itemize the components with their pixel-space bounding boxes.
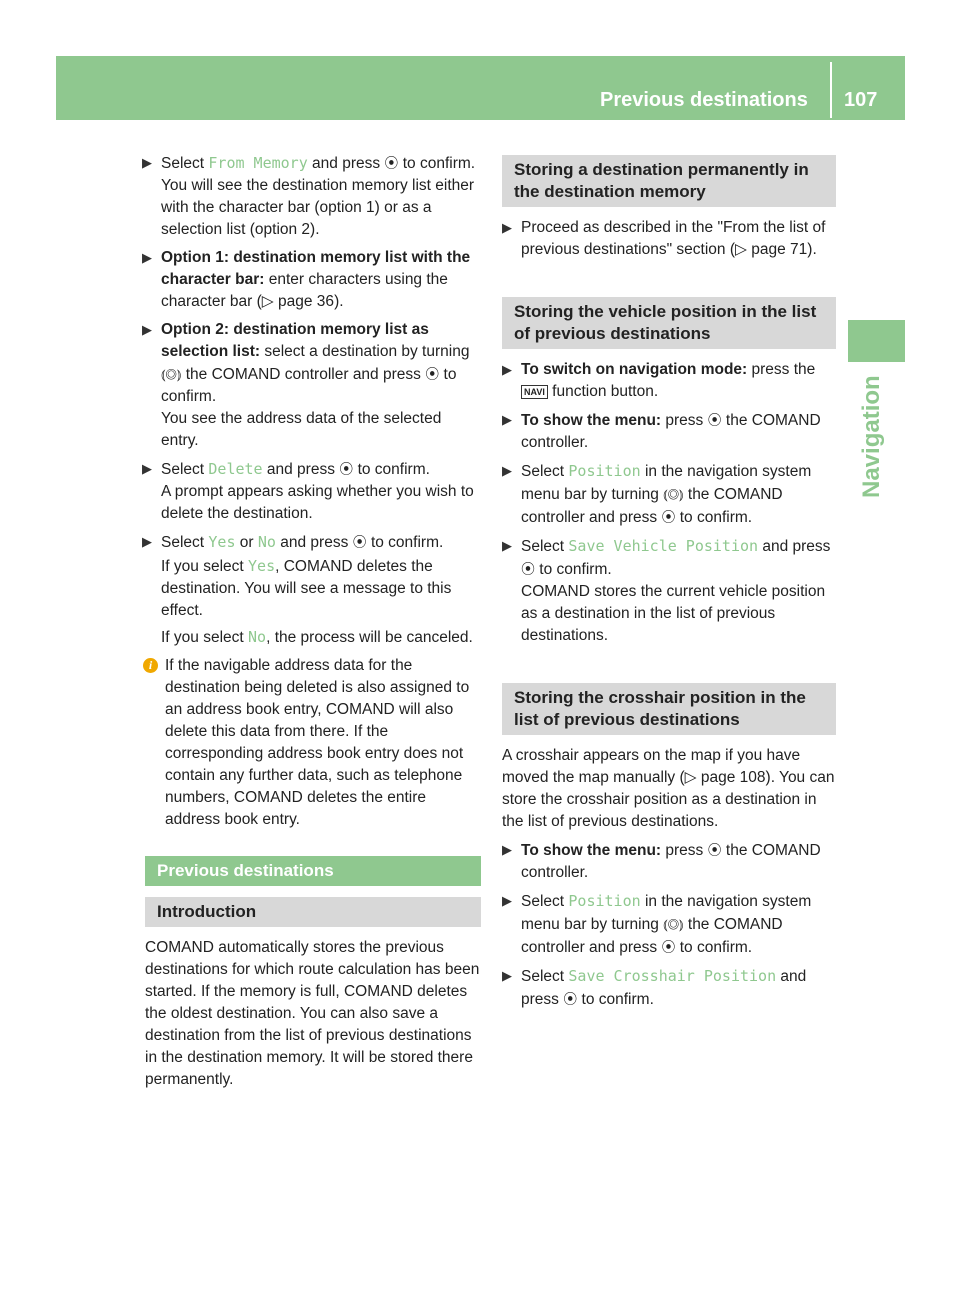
page-reference: ▷ page 36 bbox=[261, 293, 335, 310]
step-select-yes-no: ▶ Select Yes or No and press ⦿ to confirm. If you select Yes, COMAND deletes the destination. You will see a message to this effect. If you select No, the process will be canceled. bbox=[142, 531, 481, 649]
menu-item-yes: Yes bbox=[208, 533, 236, 551]
left-column bbox=[142, 152, 481, 1097]
controller-press-icon: ⦿ bbox=[384, 155, 399, 171]
subheading: Introduction bbox=[145, 897, 481, 927]
arrow-icon: ▶ bbox=[502, 362, 512, 377]
menu-item-from-memory: From Memory bbox=[208, 154, 308, 172]
step-show-menu: ▶ To show the menu: press ⦿ the COMAND controller. bbox=[502, 409, 836, 454]
arrow-icon: ▶ bbox=[142, 461, 152, 476]
heading-store-vehicle-position: Storing the vehicle position in the list of previous destinations bbox=[502, 297, 836, 349]
page-reference: ▷ page 108 bbox=[684, 769, 766, 786]
controller-press-icon: ⦿ bbox=[352, 534, 367, 550]
step-select-delete: ▶ Select Delete and press ⦿ to confirm. A prompt appears asking whether you wish to delete the destination. bbox=[142, 460, 474, 522]
step-result-yes: If you select Yes, COMAND deletes the destination. You will see a message to this effect. bbox=[161, 557, 452, 619]
step-option-1: ▶ Option 1: destination memory list with the character bar: enter characters using the character bar (▷ page 36). bbox=[142, 249, 471, 310]
arrow-icon: ▶ bbox=[142, 322, 152, 337]
menu-item-no: No bbox=[248, 628, 267, 646]
crosshair-intro: A crosshair appears on the map if you have moved the map manually (▷ page 108). You can store the crosshair position as a destination in the list of previous destinations. bbox=[502, 747, 835, 830]
running-header-title: Previous destinations bbox=[600, 89, 808, 111]
menu-item-position: Position bbox=[568, 892, 641, 910]
arrow-icon: ▶ bbox=[142, 250, 152, 265]
arrow-icon: ▶ bbox=[502, 220, 512, 235]
controller-turn-icon: ⦅◎⦆ bbox=[663, 916, 684, 932]
arrow-icon: ▶ bbox=[502, 842, 512, 857]
arrow-icon: ▶ bbox=[502, 538, 512, 553]
arrow-icon: ▶ bbox=[502, 412, 512, 427]
arrow-icon: ▶ bbox=[502, 463, 512, 478]
info-icon: i bbox=[143, 658, 158, 673]
step-select-from-memory: ▶ Select From Memory and press ⦿ to confirm. You will see the destination memory list either with the character bar (option 1) or as a selection list (option 2). bbox=[142, 154, 476, 238]
menu-item-save-vehicle-position: Save Vehicle Position bbox=[568, 537, 759, 555]
menu-item-no: No bbox=[257, 533, 276, 551]
step-save-crosshair-position: ▶ Select Save Crosshair Position and press ⦿ to confirm. bbox=[502, 967, 807, 1008]
header-divider bbox=[830, 62, 832, 118]
step-show-menu-2: ▶ To show the menu: press ⦿ the COMAND controller. bbox=[502, 839, 836, 884]
controller-press-icon: ⦿ bbox=[563, 991, 578, 1007]
intro-paragraph: COMAND automatically stores the previous destinations for which route calculation has been started. If the memory is full, COMAND deletes the oldest destination. You can also save a destination from the list of previous destinations in the destination memory. It will be stored there permanently. bbox=[145, 939, 480, 1088]
controller-press-icon: ⦿ bbox=[339, 461, 354, 477]
step-select-position: ▶ Select Position in the navigation system menu bar by turning ⦅◎⦆ the COMAND controller and press ⦿ to confirm. bbox=[502, 462, 812, 526]
controller-press-icon: ⦿ bbox=[707, 412, 722, 428]
controller-turn-icon: ⦅◎⦆ bbox=[161, 366, 182, 382]
menu-item-save-crosshair-position: Save Crosshair Position bbox=[568, 967, 777, 985]
controller-press-icon: ⦿ bbox=[425, 366, 440, 382]
step-navigation-mode: ▶ To switch on navigation mode: press the NAVI function button. bbox=[502, 361, 816, 400]
menu-item-position: Position bbox=[568, 462, 641, 480]
right-column bbox=[502, 152, 836, 1017]
section-heading: Previous destinations bbox=[145, 856, 481, 886]
arrow-icon: ▶ bbox=[142, 534, 152, 549]
controller-turn-icon: ⦅◎⦆ bbox=[663, 486, 684, 502]
controller-press-icon: ⦿ bbox=[707, 842, 722, 858]
page-number: 107 bbox=[844, 89, 878, 111]
step-save-vehicle-position: ▶ Select Save Vehicle Position and press ⦿ to confirm. COMAND stores the current vehicle position as a destination in the list of previous destinations. bbox=[502, 537, 831, 644]
arrow-icon: ▶ bbox=[142, 155, 152, 170]
step-result-no: If you select No, the process will be canceled. bbox=[161, 628, 473, 646]
menu-item-delete: Delete bbox=[208, 460, 263, 478]
step-proceed: ▶ Proceed as described in the "From the list of previous destinations" section (▷ page 71). bbox=[502, 219, 826, 258]
heading-store-permanently: Storing a destination permanently in the destination memory bbox=[502, 155, 836, 207]
controller-press-icon: ⦿ bbox=[661, 509, 676, 525]
step-select-position-2: ▶ Select Position in the navigation system menu bar by turning ⦅◎⦆ the COMAND controller and press ⦿ to confirm. bbox=[502, 892, 812, 956]
menu-item-yes: Yes bbox=[248, 557, 276, 575]
navi-button-icon: NAVI bbox=[521, 385, 548, 399]
info-note: i If the navigable address data for the destination being deleted is also assigned to an address book entry, COMAND will also delete this data from there. If the corresponding address book entry does not contain any further data, such as telephone numbers, COMAND deletes the entire address book entry. bbox=[145, 655, 481, 831]
arrow-icon: ▶ bbox=[502, 893, 512, 908]
controller-press-icon: ⦿ bbox=[661, 939, 676, 955]
chapter-tab bbox=[848, 320, 905, 362]
heading-store-crosshair-position: Storing the crosshair position in the list of previous destinations bbox=[502, 683, 836, 735]
controller-press-icon: ⦿ bbox=[521, 561, 535, 577]
arrow-icon: ▶ bbox=[502, 968, 512, 983]
step-option-2: ▶ Option 2: destination memory list as selection list: select a destination by turning ⦅◎⦆ the COMAND controller and press ⦿ to confirm. You see the address data of the selected entry. bbox=[142, 321, 470, 449]
page-reference: ▷ page 71 bbox=[735, 241, 808, 258]
